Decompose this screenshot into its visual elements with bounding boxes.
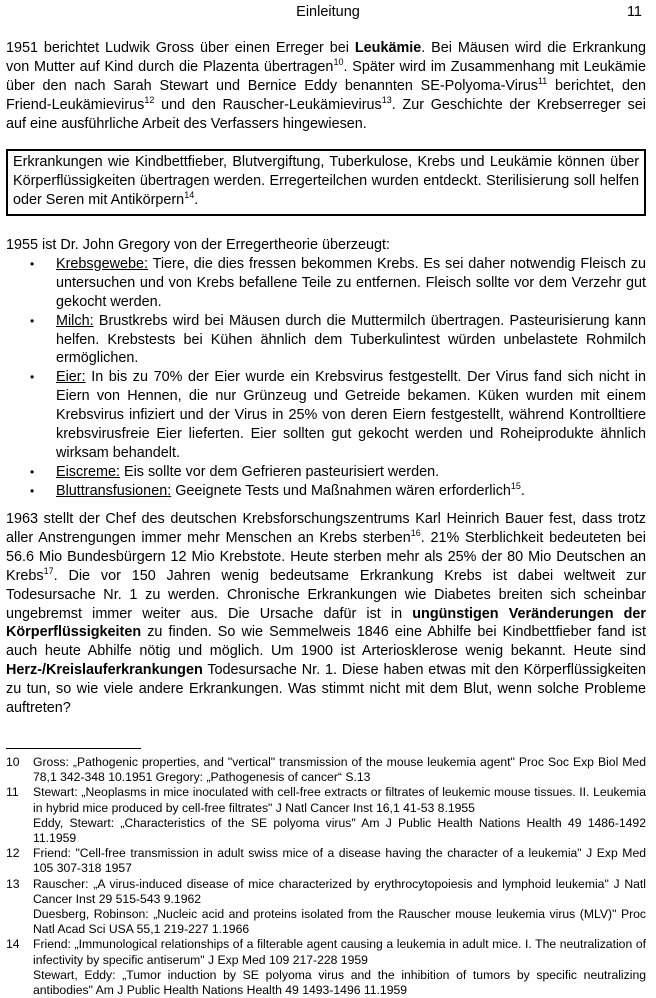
footnotes — [6, 755, 646, 998]
summary-box — [6, 149, 646, 216]
bullet-icon: • — [30, 464, 35, 479]
footnote-citation: Rauscher: „A virus-induced disease of mice characterized by erythrocytopoiesis and lymphoid leukemia" J Natl Cancer Inst 29 515-543 9.1962 — [33, 876, 646, 906]
footnote-ref[interactable]: 12 — [144, 94, 155, 105]
item-text: Brustkrebs wird bei Mäusen durch die Muttermilch übertragen. Pasteurisierung kann helfen. Krebstests bei Kühen ähnlich dem Tuberkulintest würden unbelastete Rohmilch ermöglichen. — [56, 312, 646, 367]
text-run: . Die vor 150 Jahren wenig bedeutsame Erkrankung Krebs ist dabei weltweit zur Todesursache Nr. 1 zu werden. Chronische Erkrankungen wie Diabetes breiten sich scheinbar ungebremst immer weiter aus. Die Ursache dafür ist in — [6, 567, 646, 622]
bullet-icon: • — [30, 370, 35, 385]
item-text: In bis zu 70% der Eier wurde ein Krebsvirus festgestellt. Der Virus fand sich nicht in Eiern von Hennen, die nur Grünzeug und Getreide bekamen. Küken wurden mit einem Krebsvirus infiziert und der Virus in 25% von deren Eiern festgestellt, während Kontrolltiere krebsvirusfreie Eier lieferten. Eier sollten gut gekocht werden und Roheiprodukte ähnlich wirksam behandelt. — [56, 369, 646, 461]
item-label: Eier: — [56, 369, 86, 386]
item-text: Geeignete Tests und Maßnahmen wären erforderlich — [171, 482, 511, 499]
footnote-citation: Stewart, Eddy: „Tumor induction by SE polyoma virus and the inhibition of tumors by specific neutralizing antibodies" Am J Public Health Nations Health 49 1493-1496 11.1959 — [33, 967, 646, 998]
footnote-number: 13 — [6, 876, 20, 891]
footnote-separator — [6, 748, 141, 749]
item-text: Tiere, die dies fressen bekommen Krebs. Es sei daher notwendig Fleisch zu untersuchen und von Krebs befallene Teile zu entfernen. Fleisch sollte vor dem Verzehr gut gekocht werden. — [56, 255, 646, 310]
footnote-number: 14 — [6, 937, 20, 952]
footnote-citation: Friend: „Immunological relationships of a filterable agent causing a leukemia in adult mice. I. The neutralization of infectivity by specific antiserum" J Exp Med 109 217-228 1959 — [33, 937, 646, 967]
paragraph-intro: 1955 ist Dr. John Gregory von der Erregertheorie überzeugt: — [6, 237, 390, 253]
footnote-number: 12 — [6, 846, 20, 861]
list-item — [6, 368, 646, 463]
text-run: 1951 berichtet Ludwik Gross über einen Erreger bei — [6, 40, 355, 56]
footnote-citation: Duesberg, Robinson: „Nucleic acid and proteins isolated from the Rauscher mouse leukemia virus (MLV)" Proc Natl Acad Sci USA 55,1 219-227 1.1966 — [33, 907, 646, 937]
text-run: zu finden. So wie Semmelweis 1846 eine Abhilfe bei Kindbettfieber fand ist auch heute Abhilfe nötig und möglich. Um 1900 ist Arteriosklerose wenig bekannt. Heute sind — [6, 624, 646, 660]
item-label: Eiscreme: — [56, 463, 120, 480]
bold-term: ungünstigen Veränderungen der Körperflüssigkeiten — [6, 605, 647, 641]
text-run: . — [520, 482, 525, 499]
text-run: . 21% Sterblichkeit bedeuteten bei 56.6 Mio Bundesbürgern 12 Mio Krebstote. Heute sterben mehr als 25% der 80 Mio Deutschen an Krebs — [6, 529, 646, 584]
text-run: . Bei Mäusen wird die Erkrankung von Mutter auf Kind durch die Plazenta übertragen — [6, 40, 646, 75]
footnote-ref[interactable]: 14 — [184, 190, 195, 201]
footnote — [6, 785, 646, 846]
list-item — [6, 482, 646, 501]
text-run: . Zur Geschichte der Krebserreger sei auf eine ausführliche Arbeit des Verfassers hingewiesen. — [6, 96, 646, 132]
footnote-citation: Gross: „Pathogenic properties, and "vertical" transmission of the mouse leukemia agent" Proc Soc Exp Biol Med 78,1 342-348 10.1951 Gregory: „Pathogenesis of cancer“ S.13 — [33, 755, 646, 785]
bullet-icon: • — [30, 313, 35, 328]
footnote — [6, 937, 646, 998]
paragraph-1951 — [6, 39, 646, 134]
list-item — [6, 255, 646, 312]
footnote-ref[interactable]: 17 — [43, 565, 54, 576]
text-run: 1963 stellt der Chef des deutschen Krebsforschungszentrums Karl Heinrich Bauer fest, dass trotz aller Anstrengungen immer mehr Menschen an Krebs sterben — [6, 511, 646, 546]
chapter-title: Einleitung — [296, 4, 360, 20]
item-text: Eis sollte vor dem Gefrieren pasteurisiert werden. — [119, 463, 440, 480]
footnote-ref[interactable]: 13 — [381, 94, 392, 105]
footnote-citation: Friend: "Cell-free transmission in adult swiss mice of a disease having the character of a leukemia" J Exp Med 105 307-318 1957 — [33, 846, 646, 876]
box-text: Erkrankungen wie Kindbettfieber, Blutvergiftung, Tuberkulose, Krebs und Leukämie können über Körperflüssigkeiten übertragen werden. Erregerteilchen wurden entdeckt. Sterilisierung soll helfen oder Seren mit Antikörpern — [13, 154, 639, 208]
footnote-ref[interactable]: 10 — [333, 57, 344, 68]
footnote-number: 10 — [6, 755, 20, 769]
footnote — [6, 755, 646, 785]
list-item — [6, 463, 646, 482]
paragraph-1955 — [6, 236, 646, 501]
text-run: berichtet, den Friend-Leukämievirus — [6, 77, 646, 113]
text-run: . Später wird im Zusammenhang mit Leukämie über den nach Sarah Stewart und Bernice Eddy benannten SE-Polyoma-Virus — [6, 58, 646, 94]
page-header — [6, 4, 650, 22]
text-run: und den Rauscher-Leukämievirus — [154, 96, 382, 113]
item-label: Milch: — [56, 312, 94, 329]
text-run: Todesursache Nr. 1. Diese haben etwas mit den Körperflüssigkeiten zu tun, so wie viele andere Erkrankungen. Was stimmt nicht mit dem Blut, wenn solche Probleme auftreten? — [6, 662, 646, 717]
footnote-number: 11 — [6, 785, 19, 800]
text-run: . — [194, 191, 199, 208]
bullet-icon: • — [30, 256, 35, 271]
paragraph-1963 — [6, 510, 646, 718]
footnote — [6, 877, 646, 938]
footnote — [6, 846, 646, 876]
list-item — [6, 312, 646, 369]
footnote-ref[interactable]: 11 — [537, 76, 548, 87]
page-number: 11 — [626, 4, 642, 20]
item-label: Bluttransfusionen: — [56, 482, 172, 499]
bold-term: Herz-/Kreislauferkrankungen — [6, 662, 203, 679]
footnote-citation: Stewart: „Neoplasms in mice inoculated with cell-free extracts or filtrates of leukemic mouse tissues. II. Leukemia in hybrid mice produced by cell-free filtrates" J Natl Cancer Inst 16,1 41-53 8.1955 — [33, 785, 646, 815]
footnote-ref[interactable]: 16 — [410, 528, 421, 539]
footnote-citation: Eddy, Stewart: „Characteristics of the SE polyoma virus" Am J Public Health Nations Health 49 1486-1492 11.1959 — [33, 815, 646, 846]
footnote-ref[interactable]: 15 — [510, 480, 521, 491]
bullet-icon: • — [30, 483, 35, 498]
bold-term: Leukämie — [354, 40, 422, 56]
item-label: Krebsgewebe: — [56, 255, 149, 272]
bullet-list — [6, 255, 646, 501]
